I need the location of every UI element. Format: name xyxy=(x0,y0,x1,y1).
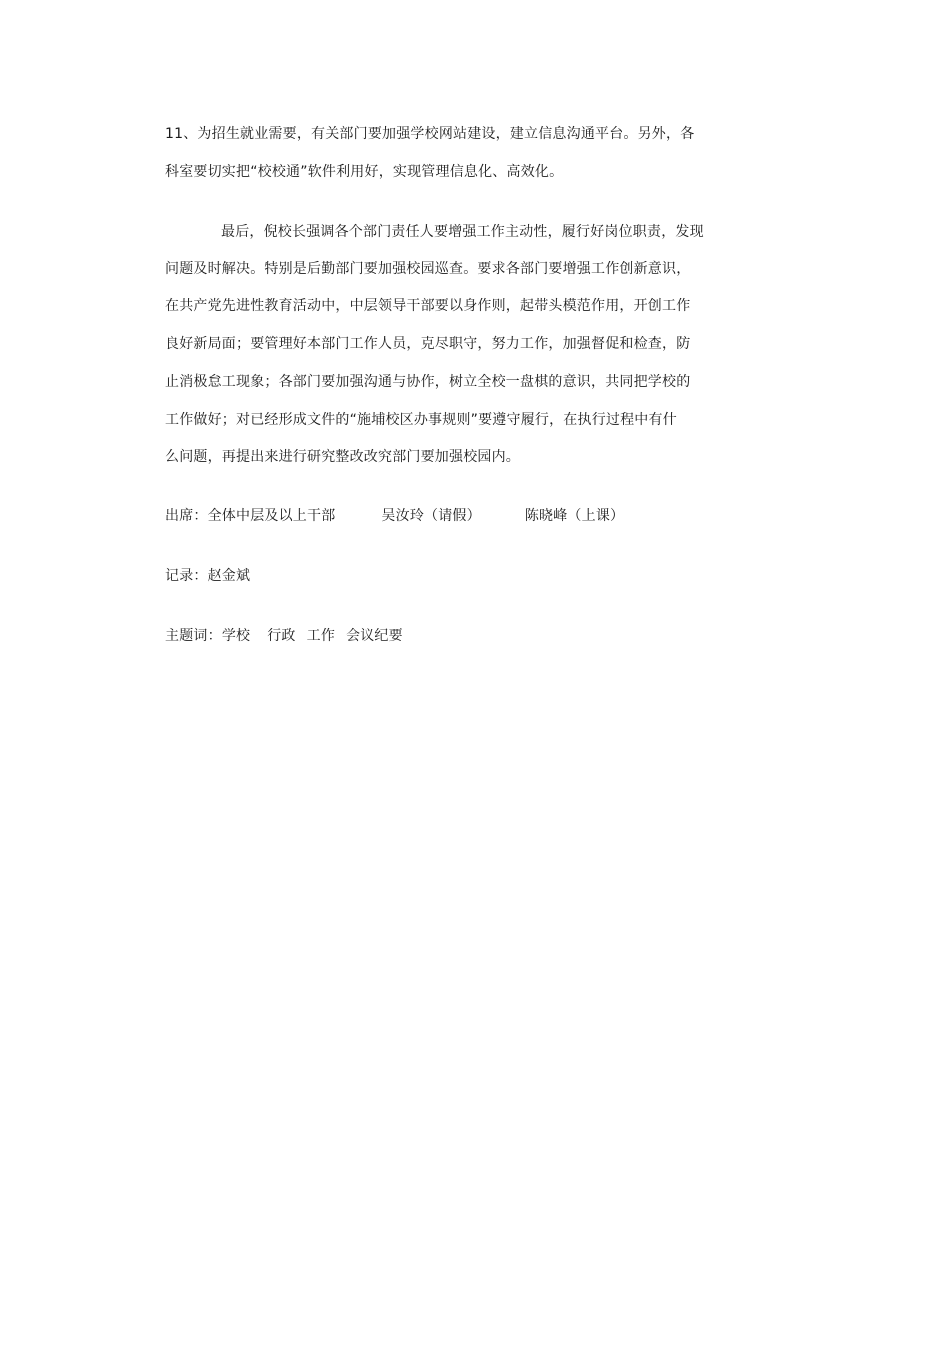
paragraph-line: 科室要切实把“校校通”软件利用好，实现管理信息化、高效化。 xyxy=(165,164,564,180)
attendance-label: 出席： xyxy=(165,508,208,524)
keyword: 行政 xyxy=(267,628,296,644)
paragraph-line: 在共产党先进性教育活动中，中层领导干部要以身作则，起带头模范作用，开创工作 xyxy=(165,298,691,314)
keywords-label: 主题词： xyxy=(165,628,222,644)
paragraph-line: 工作做好；对已经形成文件的“施埔校区办事规则”要遵守履行，在执行过程中有什 xyxy=(165,412,677,428)
absent-member: 吴汝玲（请假） xyxy=(381,508,481,524)
paragraph-line: 问题及时解决。特别是后勤部门要加强校园巡查。要求各部门要增强工作创新意识， xyxy=(165,261,691,277)
keyword: 工作 xyxy=(306,628,336,644)
absent-member: 陈晓峰（上课） xyxy=(524,508,625,524)
attendance-row xyxy=(165,506,624,526)
paragraph-line: 止消极怠工现象；各部门要加强沟通与协作，树立全校一盘棋的意识，共同把学校的 xyxy=(165,374,691,390)
keyword: 会议纪要 xyxy=(346,628,403,644)
attendance-value: 全体中层及以上干部 xyxy=(207,508,336,524)
paragraph-line: 么问题，再提出来进行研究整改改究部门要加强校园内。 xyxy=(165,449,520,465)
keyword: 学校 xyxy=(221,628,251,644)
paragraph-line: 良好新局面；要管理好本部门工作人员，克尽职守，努力工作，加强督促和检查，防 xyxy=(165,336,691,352)
paragraph-line: 11、为招生就业需要，有关部门要加强学校网站建设，建立信息沟通平台。另外，各 xyxy=(165,126,695,142)
recorder-value: 赵金斌 xyxy=(207,568,251,584)
recorder-row xyxy=(165,566,250,586)
recorder-label: 记录： xyxy=(165,568,208,584)
paragraph-line: 最后，倪校长强调各个部门责任人要增强工作主动性，履行好岗位职责，发现 xyxy=(221,224,704,240)
keywords-row xyxy=(165,626,403,646)
